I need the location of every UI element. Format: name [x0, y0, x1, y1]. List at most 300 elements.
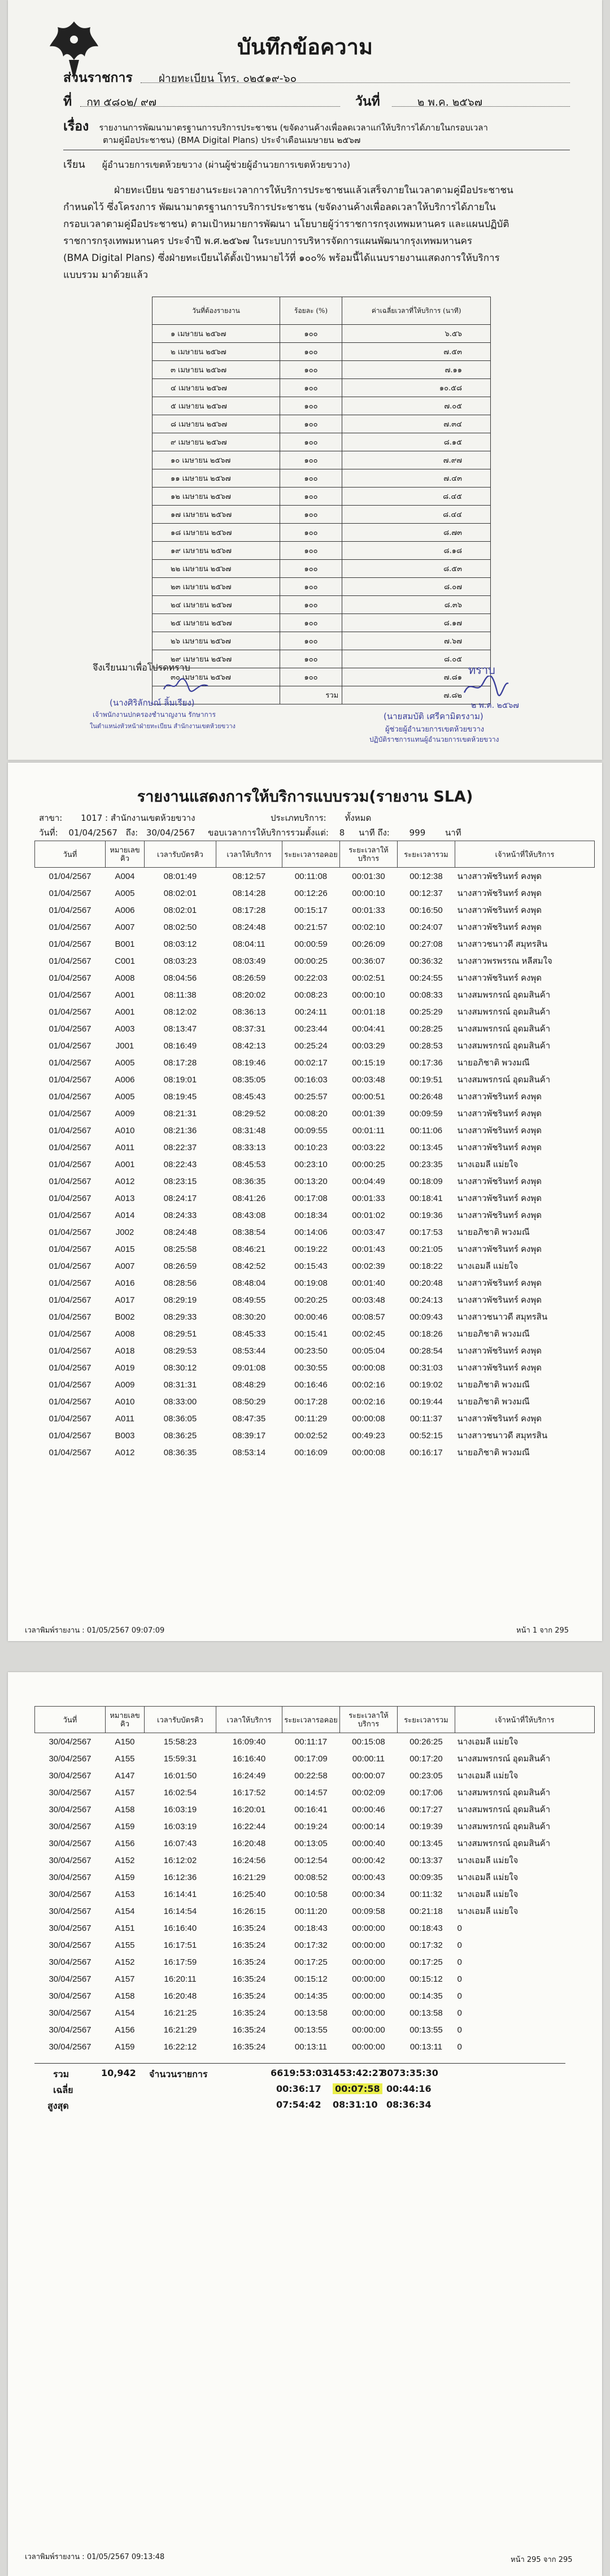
cell-percent: ๑๐๐: [280, 415, 342, 433]
cell-ticket-time: 08:29:19: [163, 1295, 197, 1305]
cell-wait: 00:18:43: [294, 1923, 328, 1933]
cell-ticket-time: 08:29:33: [163, 1312, 197, 1322]
cell-service-duration: 00:00:08: [352, 1413, 385, 1424]
cell-ticket-time: 08:30:12: [163, 1363, 197, 1373]
cell-queue: A016: [115, 1278, 135, 1288]
cell-staff: นางสาวชนาวดี สมุทรสิน: [457, 1431, 548, 1441]
cell-total: 00:28:25: [409, 1024, 443, 1034]
cell-date: ๒๔ เมษายน ๒๕๖๗: [152, 596, 280, 614]
cell-avg-time: ๗.๙๗: [342, 451, 491, 469]
cell-wait: 00:11:20: [294, 1906, 328, 1916]
avg-label: เฉลี่ย: [53, 2085, 73, 2095]
cell-service-time: 08:17:28: [232, 905, 266, 915]
col-header-ticket-time: เวลารับบัตรคิว: [145, 841, 216, 868]
total-service: 1453:42:27: [327, 2068, 385, 2078]
cell-date: 30/04/2567: [49, 1906, 91, 1916]
cell-wait: 00:08:20: [294, 1108, 328, 1119]
cell-service-time: 16:24:56: [232, 1855, 266, 1865]
cell-staff: 0: [457, 1974, 462, 1984]
cell-service-time: 16:20:48: [232, 1838, 266, 1848]
cell-wait: 00:22:03: [294, 973, 328, 983]
cell-total: 00:24:07: [409, 922, 443, 932]
cell-service-time: 08:43:08: [232, 1210, 266, 1220]
cell-service-duration: 00:01:30: [352, 871, 385, 881]
cell-staff: นางเอมลี แม่ยใจ: [457, 1856, 518, 1865]
cell-service-duration: 00:00:08: [352, 1447, 385, 1457]
cell-total: 00:13:37: [409, 1855, 443, 1865]
memo-title: บันทึกข้อความ: [237, 34, 373, 59]
cell-queue: A009: [115, 1380, 135, 1390]
cell-total: 00:18:41: [409, 1193, 443, 1203]
cell-date: 01/04/2567: [49, 1430, 91, 1441]
table-row: [35, 1274, 595, 1291]
cell-date: 01/04/2567: [49, 1041, 91, 1051]
cell-ticket-time: 08:24:48: [163, 1227, 197, 1237]
cell-ticket-time: 08:24:17: [163, 1193, 197, 1203]
table-row: [35, 919, 595, 935]
cell-ticket-time: 08:25:58: [163, 1244, 197, 1254]
table-row: [152, 488, 491, 506]
cell-service-time: 16:22:44: [232, 1821, 266, 1831]
cell-queue: A007: [115, 922, 135, 932]
closing-text: จึงเรียนมาเพื่อโปรดทราบ: [93, 662, 190, 673]
cell-service-time: 09:01:08: [232, 1363, 266, 1373]
cell-queue: A159: [115, 2042, 135, 2052]
cell-date: 01/04/2567: [49, 1058, 91, 1068]
cell-ticket-time: 08:17:28: [163, 1058, 197, 1068]
cell-percent: ๑๐๐: [280, 596, 342, 614]
col-header-avg-time: ค่าเฉลี่ยเวลาที่ให้บริการ (นาที): [342, 297, 491, 325]
cell-queue: B001: [115, 939, 135, 949]
cell-staff: นางสาวพัชรินทร์ คงพุด: [457, 1295, 542, 1305]
table-row: [35, 1970, 595, 1987]
cell-date: 01/04/2567: [49, 1312, 91, 1322]
cell-service-time: 16:09:40: [232, 1737, 266, 1747]
col-header-service-time: เวลาให้บริการ: [216, 841, 282, 868]
table-row: [35, 1359, 595, 1376]
cell-total: 00:14:35: [409, 1991, 443, 2001]
cell-wait: 00:15:17: [294, 905, 328, 915]
cell-service-duration: 00:15:19: [352, 1058, 385, 1068]
cell-date: 30/04/2567: [49, 1872, 91, 1882]
table-row: [35, 1342, 595, 1359]
cell-ticket-time: 08:22:43: [163, 1159, 197, 1169]
cell-date: ๑๘ เมษายน ๒๕๖๗: [152, 524, 280, 542]
col-header-wait: ระยะเวลารอคอย: [282, 1707, 340, 1733]
col-header-staff: เจ้าหน้าที่ให้บริการ: [455, 1707, 595, 1733]
cell-total: 00:21:18: [409, 1906, 443, 1916]
cell-staff: นางสาวพัชรินทร์ คงพุด: [457, 1177, 542, 1186]
cell-percent: ๑๐๐: [280, 451, 342, 469]
cell-service-time: 08:46:21: [232, 1244, 266, 1254]
cell-staff: นางสาวพรพรรณ หลีสมใจ: [457, 956, 552, 966]
cell-date: 30/04/2567: [49, 1753, 91, 1764]
cell-total: 00:15:12: [409, 1974, 443, 1984]
cell-queue: A158: [115, 1991, 135, 2001]
monthly-summary-table: [152, 297, 491, 704]
cell-total-label: รวม: [280, 686, 342, 704]
cell-staff: นายอภิชาติ พวงมณี: [457, 1329, 530, 1339]
cell-date: ๒๕ เมษายน ๒๕๖๗: [152, 614, 280, 632]
cell-ticket-time: 08:11:38: [164, 990, 197, 1000]
cell-date: 01/04/2567: [49, 1278, 91, 1288]
cell-total: 00:24:13: [409, 1295, 443, 1305]
cell-service-duration: 00:00:00: [352, 1923, 385, 1933]
cell-staff: นางสมพรกรณ์ อุดมสินค้า: [457, 1788, 551, 1798]
cell-queue: A154: [115, 1906, 135, 1916]
cell-total: 00:08:33: [409, 990, 443, 1000]
cell-staff: นางสาวพัชรินทร์ คงพุด: [457, 1143, 542, 1152]
cell-avg-time: ๘.๗๓: [342, 524, 491, 542]
cell-staff: นางสาวพัชรินทร์ คงพุด: [457, 1278, 542, 1288]
agency-row: [63, 68, 297, 88]
cell-date: ๑ เมษายน ๒๕๖๗: [152, 325, 280, 343]
cell-staff: นางสมพรกรณ์ อุดมสินค้า: [457, 1007, 551, 1017]
cell-staff: 0: [457, 2042, 462, 2052]
cell-ticket-time: 08:33:00: [163, 1396, 197, 1407]
table-row: [35, 1224, 595, 1241]
table-header-row: [152, 297, 491, 325]
cell-wait: 00:12:54: [294, 1855, 328, 1865]
cell-staff: นางเอมลี แม่ยใจ: [457, 1907, 518, 1916]
table-row: [152, 542, 491, 560]
cell-ticket-time: 08:36:35: [163, 1447, 197, 1457]
cell-avg-time: ๗.๓๔: [342, 415, 491, 433]
cell-service-duration: 00:01:33: [352, 905, 385, 915]
cell-ticket-time: 08:22:37: [163, 1142, 197, 1152]
cell-service-time: 16:16:40: [232, 1753, 266, 1764]
cell-avg-time: ๑๐.๕๘: [342, 379, 491, 397]
cell-queue: A150: [115, 1737, 135, 1747]
total-label: รวม: [53, 2069, 69, 2079]
table-row: [35, 1088, 595, 1105]
cell-service-time: 08:48:29: [232, 1380, 266, 1390]
table-row: [35, 1818, 595, 1835]
cell-staff: นายอภิชาติ พวงมณี: [457, 1448, 530, 1457]
table-row: [35, 1139, 595, 1156]
cell-ticket-time: 08:36:05: [163, 1413, 197, 1424]
body-line: ฝ่ายทะเบียน ขอรายงานระยะเวลาการให้บริการประชาชนแล้วเสร็จภายในเวลาตามคู่มือประชาชน: [114, 185, 513, 196]
cell-total: 00:13:55: [409, 2025, 443, 2035]
cell-service-duration: 00:00:00: [352, 1957, 385, 1967]
date-from-value: 01/04/2567: [68, 828, 117, 838]
cell-staff: นางสาวพัชรินทร์ คงพุด: [457, 923, 542, 932]
table-row: [152, 343, 491, 361]
ref-value: กท ๕๘๐๒/ ๙๗: [86, 96, 157, 108]
table-row: [35, 1835, 595, 1852]
cell-total: 00:16:17: [409, 1447, 443, 1457]
branch-value: 1017 : สำนักงานเขตห้วยขวาง: [81, 813, 195, 823]
total-wait: 6619:53:03: [271, 2068, 328, 2078]
cell-queue: A006: [115, 905, 135, 915]
cell-wait: 00:00:59: [294, 939, 328, 949]
signer-2-position-1: ผู้ช่วยผู้อำนวยการเขตห้วยขวาง: [385, 725, 485, 734]
cell-date: 30/04/2567: [49, 1838, 91, 1848]
col-header-total: ระยะเวลารวม: [398, 841, 455, 868]
cell-percent: ๑๐๐: [280, 433, 342, 451]
cell-avg-time: ๘.๑๗: [342, 614, 491, 632]
cell-queue: A001: [115, 1007, 135, 1017]
avg-wait: 00:36:17: [276, 2083, 321, 2094]
cell-date: 01/04/2567: [49, 1108, 91, 1119]
cell-service-duration: 00:02:39: [352, 1261, 385, 1271]
cell-avg-time: ๘.๐๕: [342, 650, 491, 668]
table-row: [35, 1257, 595, 1274]
table-row: [35, 2004, 595, 2021]
cell-queue: A009: [115, 1108, 135, 1119]
table-row: [35, 1953, 595, 1970]
table-row: [35, 1241, 595, 1257]
cell-staff: นางสาวพัชรินทร์ คงพุด: [457, 1363, 542, 1373]
cell-total: 00:09:59: [409, 1108, 443, 1119]
cell-date: 30/04/2567: [49, 1940, 91, 1950]
cell-date: ๕ เมษายน ๒๕๖๗: [152, 397, 280, 415]
table-row: [152, 469, 491, 488]
ack-date: ๒ พ.ค. ๒๕๖๗: [471, 701, 519, 710]
cell-queue: A156: [115, 2025, 135, 2035]
cell-service-time: 08:03:49: [232, 956, 266, 966]
cell-queue: A005: [115, 888, 135, 898]
cell-queue: A005: [115, 1058, 135, 1068]
cell-staff: 0: [457, 1991, 462, 2001]
cell-date: 01/04/2567: [49, 1125, 91, 1135]
cell-wait: 00:23:10: [294, 1159, 328, 1169]
cell-service-time: 08:50:29: [232, 1396, 266, 1407]
cell-service-duration: 00:08:57: [352, 1312, 385, 1322]
date-underline: [392, 106, 570, 107]
table-row: [35, 935, 595, 952]
cell-wait: 00:21:57: [294, 922, 328, 932]
cell-wait: 00:17:25: [294, 1957, 328, 1967]
cell-service-time: 08:39:17: [232, 1430, 266, 1441]
cell-service-duration: 00:00:07: [352, 1770, 385, 1781]
cell-date: 30/04/2567: [49, 1770, 91, 1781]
cell-date: 01/04/2567: [49, 1227, 91, 1237]
cell-wait: 00:23:44: [294, 1024, 328, 1034]
body-line: ราชการกรุงเทพมหานคร ประจำปี พ.ศ.๒๕๖๗ ในระบบการบริหารจัดการแผนพัฒนากรุงเทพมหานคร: [63, 236, 473, 247]
cell-wait: 00:13:55: [294, 2025, 328, 2035]
cell-wait: 00:13:20: [294, 1176, 328, 1186]
cell-date: 01/04/2567: [49, 1447, 91, 1457]
cell-date: 01/04/2567: [49, 1413, 91, 1424]
table-row: [35, 1071, 595, 1088]
table-row: [35, 1291, 595, 1308]
cell-service-duration: 00:05:04: [352, 1346, 385, 1356]
table-row: [152, 325, 491, 343]
cell-service-duration: 00:01:40: [352, 1278, 385, 1288]
table-row: [35, 1105, 595, 1122]
cell-wait: 00:16:41: [294, 1804, 328, 1814]
branch-label: สาขา:: [39, 813, 63, 823]
to-value: ผู้อำนวยการเขตห้วยขวาง (ผ่านผู้ช่วยผู้อำนวยการเขตห้วยขวาง): [102, 159, 351, 170]
cell-service-time: 08:37:31: [232, 1024, 266, 1034]
cell-service-duration: 00:00:00: [352, 2008, 385, 2018]
cell-service-time: 16:35:24: [232, 1923, 266, 1933]
cell-wait: 00:16:46: [294, 1380, 328, 1390]
cell-service-duration: 00:00:00: [352, 1974, 385, 1984]
cell-ticket-time: 16:14:54: [163, 1906, 197, 1916]
cell-queue: A157: [115, 1974, 135, 1984]
cell-service-duration: 00:00:25: [352, 1159, 385, 1169]
cell-service-time: 08:20:02: [232, 990, 266, 1000]
page-number-p295: หน้า 295 จาก 295: [511, 2556, 573, 2564]
cell-wait: 00:23:50: [294, 1346, 328, 1356]
cell-queue: C001: [115, 956, 135, 966]
print-time-value: 01/05/2567 09:13:48: [86, 2553, 165, 2561]
table-row: [35, 868, 595, 885]
cell-staff: นายอภิชาติ พวงมณี: [457, 1228, 530, 1237]
cell-total: 00:18:43: [409, 1923, 443, 1933]
cell-service-time: 08:33:13: [232, 1142, 266, 1152]
cell-queue: B002: [115, 1312, 135, 1322]
cell-date: ๙ เมษายน ๒๕๖๗: [152, 433, 280, 451]
cell-queue: A017: [115, 1295, 135, 1305]
cell-ticket-time: 08:26:59: [163, 1261, 197, 1271]
cell-service-duration: 00:00:40: [352, 1838, 385, 1848]
cell-ticket-time: 08:02:50: [163, 922, 197, 932]
cell-service-time: 08:30:20: [232, 1312, 266, 1322]
cell-wait: 00:18:34: [294, 1210, 328, 1220]
table-row: [152, 433, 491, 451]
cell-queue: A011: [115, 1142, 134, 1152]
cell-service-duration: 00:03:48: [352, 1295, 385, 1305]
cell-staff: นางเอมลี แม่ยใจ: [457, 1737, 518, 1747]
cell-wait: 00:14:57: [294, 1787, 328, 1798]
cell-service-duration: 00:04:49: [352, 1176, 385, 1186]
sla-to-value: 999: [409, 828, 426, 838]
cell-date: ๓ เมษายน ๒๕๖๗: [152, 361, 280, 379]
cell-percent: ๑๐๐: [280, 560, 342, 578]
cell-total: 00:28:54: [409, 1346, 443, 1356]
cell-service-duration: 00:03:29: [352, 1041, 385, 1051]
cell-queue: A001: [115, 1159, 135, 1169]
max-total: 08:36:34: [386, 2099, 432, 2110]
cell-queue: A018: [115, 1346, 135, 1356]
cell-total: 00:17:27: [409, 1804, 443, 1814]
cell-queue: A158: [115, 1804, 135, 1814]
cell-date: 01/04/2567: [49, 990, 91, 1000]
cell-staff: นางสาวพัชรินทร์ คงพุด: [457, 1211, 542, 1220]
cell-service-time: 08:53:14: [232, 1447, 266, 1457]
cell-ticket-time: 16:17:59: [163, 1957, 197, 1967]
cell-wait: 00:00:25: [294, 956, 328, 966]
subject-label: เรื่อง: [63, 119, 89, 134]
cell-queue: J001: [115, 1041, 134, 1051]
cell-ticket-time: 08:12:02: [163, 1007, 197, 1017]
cell-wait: 00:24:11: [294, 1007, 328, 1017]
cell-ticket-time: 08:02:01: [163, 888, 197, 898]
cell-service-duration: 00:03:22: [352, 1142, 385, 1152]
memo-page: [8, 0, 602, 760]
cell-total: 00:19:02: [409, 1380, 443, 1390]
cell-ticket-time: 16:12:02: [163, 1855, 197, 1865]
cell-staff: นายอภิชาติ พวงมณี: [457, 1058, 530, 1068]
cell-staff: นางสมพรกรณ์ อุดมสินค้า: [457, 1805, 551, 1814]
cell-service-time: 08:36:13: [232, 1007, 266, 1017]
cell-percent: ๑๐๐: [280, 668, 342, 686]
cell-service-time: 08:48:04: [232, 1278, 266, 1288]
cell-ticket-time: 16:22:12: [163, 2042, 197, 2052]
col-header-total: ระยะเวลารวม: [398, 1707, 455, 1733]
signature-1-icon: [160, 676, 211, 695]
body-line: กรอบเวลาตามคู่มือประชาชน) ตามเป้าหมายการพัฒนา นโยบายผู้ว่าราชการกรุงเทพมหานคร และแผนปฏิบัติ: [63, 219, 509, 230]
cell-service-time: 16:35:24: [232, 1991, 266, 2001]
cell-date: 01/04/2567: [49, 1193, 91, 1203]
cell-staff: นางสาวพัชรินทร์ คงพุด: [457, 1414, 542, 1424]
avg-service-highlight: 00:07:58: [333, 2083, 382, 2094]
cell-ticket-time: 15:59:31: [163, 1753, 197, 1764]
table-row: [35, 885, 595, 902]
service-type-value: ทั้งหมด: [345, 813, 372, 823]
cell-staff: นางเอมลี แม่ยใจ: [457, 1873, 518, 1882]
cell-avg-time: ๖.๕๖: [342, 325, 491, 343]
cell-ticket-time: 08:21:36: [163, 1125, 197, 1135]
cell-service-duration: 00:00:34: [352, 1889, 385, 1899]
cell-service-duration: 00:02:16: [352, 1380, 385, 1390]
cell-percent: ๑๐๐: [280, 488, 342, 506]
cell-service-duration: 00:00:10: [352, 990, 385, 1000]
cell-service-time: 08:38:54: [232, 1227, 266, 1237]
total-count: 10,942: [101, 2068, 136, 2078]
cell-service-duration: 00:01:39: [352, 1108, 385, 1119]
sla-label: ขอบเวลาการให้บริการรวมตั้งแต่:: [208, 828, 329, 838]
table-row: [35, 1037, 595, 1054]
cell-date: 01/04/2567: [49, 1210, 91, 1220]
max-label: สูงสุด: [47, 2100, 69, 2111]
cell-staff: นางสมพรกรณ์ อุดมสินค้า: [457, 1754, 551, 1764]
cell-date: 30/04/2567: [49, 1923, 91, 1933]
cell-total: 00:23:05: [409, 1770, 443, 1781]
cell-service-time: 08:45:53: [232, 1159, 266, 1169]
cell-total-value: ๗.๘๒: [342, 686, 491, 704]
cell-date: 01/04/2567: [49, 871, 91, 881]
cell-percent: ๑๐๐: [280, 379, 342, 397]
branch-meta: [39, 811, 195, 825]
table-row: [35, 1003, 595, 1020]
cell-ticket-time: 08:29:51: [163, 1329, 197, 1339]
cell-queue: A014: [115, 1210, 135, 1220]
cell-service-time: 08:24:48: [232, 922, 266, 932]
cell-service-time: 16:24:49: [232, 1770, 266, 1781]
cell-ticket-time: 08:01:49: [163, 871, 197, 881]
cell-total: 00:11:32: [409, 1889, 443, 1899]
cell-ticket-time: 08:36:25: [163, 1430, 197, 1441]
cell-service-duration: 00:03:48: [352, 1074, 385, 1085]
cell-service-time: 16:35:24: [232, 2025, 266, 2035]
agency-value: ฝ่ายทะเบียน โทร. ๐๒๕๑๙-๖๐: [158, 72, 297, 85]
cell-service-duration: 00:04:41: [352, 1024, 385, 1034]
cell-wait: 00:30:55: [294, 1363, 328, 1373]
cell-queue: A153: [115, 1889, 135, 1899]
cell-date: 01/04/2567: [49, 905, 91, 915]
cell-wait: 00:17:28: [294, 1396, 328, 1407]
cell-ticket-time: 08:04:56: [163, 973, 197, 983]
cell-queue: A005: [115, 1091, 135, 1102]
cell-ticket-time: 08:19:01: [163, 1074, 197, 1085]
cell-total: 00:11:37: [409, 1413, 443, 1424]
cell-percent: ๑๐๐: [280, 325, 342, 343]
date-range-meta: [39, 826, 461, 839]
cell-staff: นางเอมลี แม่ยใจ: [457, 1160, 518, 1169]
table-row: [35, 902, 595, 919]
table-row: [35, 1886, 595, 1903]
cell-total: 00:19:51: [409, 1074, 443, 1085]
cell-service-duration: 00:02:16: [352, 1396, 385, 1407]
cell-total: 00:18:09: [409, 1176, 443, 1186]
cell-service-time: 08:12:57: [232, 871, 266, 881]
cell-date: 30/04/2567: [49, 1804, 91, 1814]
cell-date: 30/04/2567: [49, 1974, 91, 1984]
